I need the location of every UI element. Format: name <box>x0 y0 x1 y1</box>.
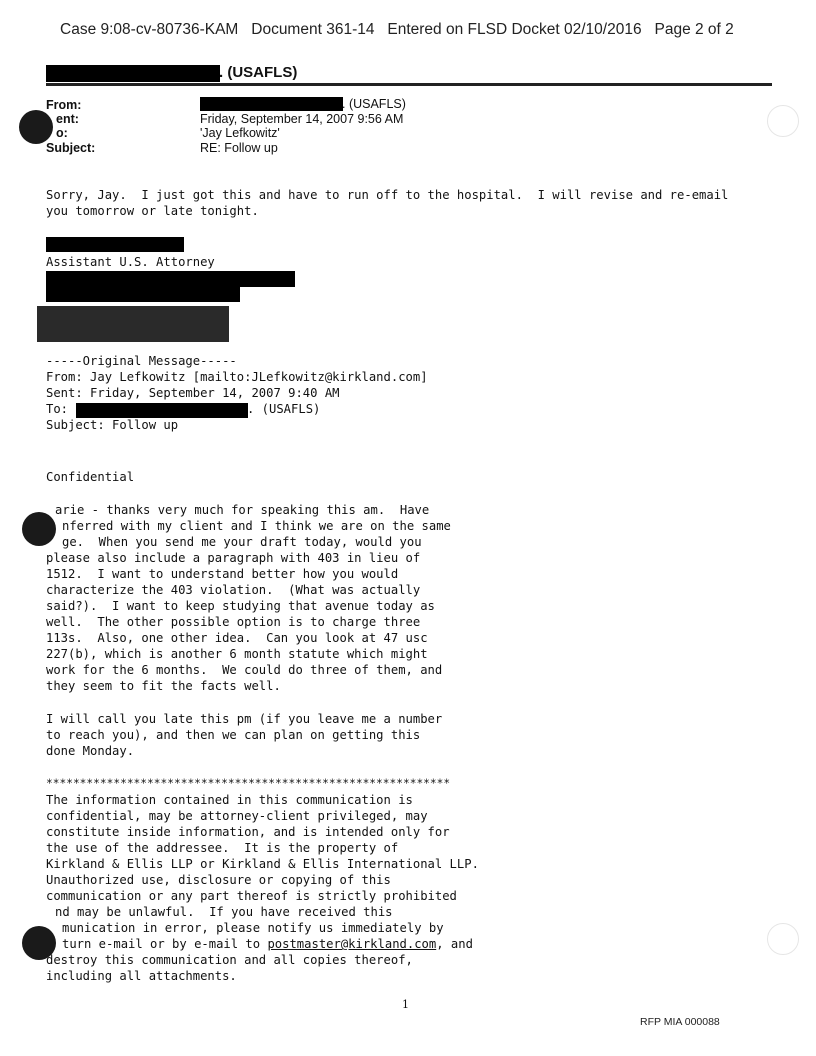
original-to-suffix: . (USAFLS) <box>247 402 321 416</box>
sender-heading: . (USAFLS) <box>219 64 298 81</box>
disclaimer-line: Kirkland & Ellis LLP or Kirkland & Ellis International LLP. <box>46 857 479 871</box>
to-label: o: <box>56 126 68 140</box>
to-value: 'Jay Lefkowitz' <box>200 126 280 140</box>
bates-number: RFP MIA 000088 <box>640 1016 720 1028</box>
body-line: said?). I want to keep studying that avenue today as <box>46 599 435 613</box>
confidential-label: Confidential <box>46 470 135 484</box>
disclaimer-line: confidential, may be attorney-client privileged, may <box>46 809 428 823</box>
heading-rule <box>46 83 772 86</box>
disclaimer-line: The information contained in this communication is <box>46 793 413 807</box>
body-line: work for the 6 months. We could do three of them, and <box>46 663 443 677</box>
disclaimer-line: munication in error, please notify us immediately by <box>62 921 444 935</box>
disclaimer-line <box>62 937 473 952</box>
disclaimer-line: destroy this communication and all copies thereof, <box>46 953 413 967</box>
signature-title: Assistant U.S. Attorney <box>46 255 215 269</box>
body-line: well. The other possible option is to charge three <box>46 615 421 629</box>
reply-line: Sorry, Jay. I just got this and have to run off to the hospital. I will revise and re-email <box>46 188 729 202</box>
sent-value: Friday, September 14, 2007 9:56 AM <box>200 112 404 126</box>
subject-value: RE: Follow up <box>200 141 278 155</box>
original-to-label: To: <box>46 402 69 416</box>
disclaimer-line: constitute inside information, and is intended only for <box>46 825 450 839</box>
body-line: nferred with my client and I think we are on the same <box>62 519 451 533</box>
body-line: 1512. I want to understand better how you would <box>46 567 399 581</box>
postmaster-email-link[interactable]: postmaster@kirkland.com <box>267 937 437 951</box>
redaction-block <box>46 287 240 302</box>
original-subject: Subject: Follow up <box>46 418 179 432</box>
subject-label: Subject: <box>46 141 96 155</box>
reply-line: you tomorrow or late tonight. <box>46 204 259 218</box>
from-value: . (USAFLS) <box>342 97 406 111</box>
body-line: characterize the 403 violation. (What was actually <box>46 583 421 597</box>
body-line: they seem to fit the facts well. <box>46 679 281 693</box>
call-line: done Monday. <box>46 744 135 758</box>
redaction-block <box>200 97 343 111</box>
disclaimer-line: nd may be unlawful. If you have received this <box>55 905 393 919</box>
court-filing-stamp: Case 9:08-cv-80736-KAM Document 361-14 Entered on FLSD Docket 02/10/2016 Page 2 of 2 <box>60 21 734 38</box>
punch-hole-faint <box>767 923 799 955</box>
disclaimer-line: Unauthorized use, disclosure or copying of this <box>46 873 391 887</box>
disclaimer-line: the use of the addressee. It is the property of <box>46 841 399 855</box>
disclaimer-text: , and <box>436 937 473 951</box>
punch-hole <box>19 110 53 144</box>
page-number: 1 <box>402 998 409 1011</box>
call-line: I will call you late this pm (if you leave me a number <box>46 712 443 726</box>
disclaimer-line: communication or any part thereof is strictly prohibited <box>46 889 457 903</box>
redaction-block <box>46 65 220 82</box>
disclaimer-line: including all attachments. <box>46 969 237 983</box>
disclaimer-stars: ************************************************************ <box>46 777 451 790</box>
call-line: to reach you), and then we can plan on getting this <box>46 728 421 742</box>
original-separator: -----Original Message----- <box>46 354 237 368</box>
redaction-block <box>46 271 295 287</box>
punch-hole-faint <box>767 105 799 137</box>
original-sent: Sent: Friday, September 14, 2007 9:40 AM <box>46 386 340 400</box>
original-from: From: Jay Lefkowitz [mailto:JLefkowitz@kirkland.com] <box>46 370 428 384</box>
body-line: please also include a paragraph with 403 in lieu of <box>46 551 421 565</box>
redaction-block <box>76 403 248 418</box>
redaction-block <box>37 306 229 342</box>
body-line: ge. When you send me your draft today, would you <box>62 535 422 549</box>
disclaimer-text: turn e-mail or by e-mail to <box>62 937 268 951</box>
punch-hole <box>22 512 56 546</box>
body-line: arie - thanks very much for speaking this am. Have <box>55 503 430 517</box>
body-line: 227(b), which is another 6 month statute which might <box>46 647 428 661</box>
from-label: From: <box>46 98 82 112</box>
body-line: 113s. Also, one other idea. Can you look at 47 usc <box>46 631 428 645</box>
redaction-block <box>46 237 184 252</box>
sent-label: ent: <box>56 112 79 126</box>
